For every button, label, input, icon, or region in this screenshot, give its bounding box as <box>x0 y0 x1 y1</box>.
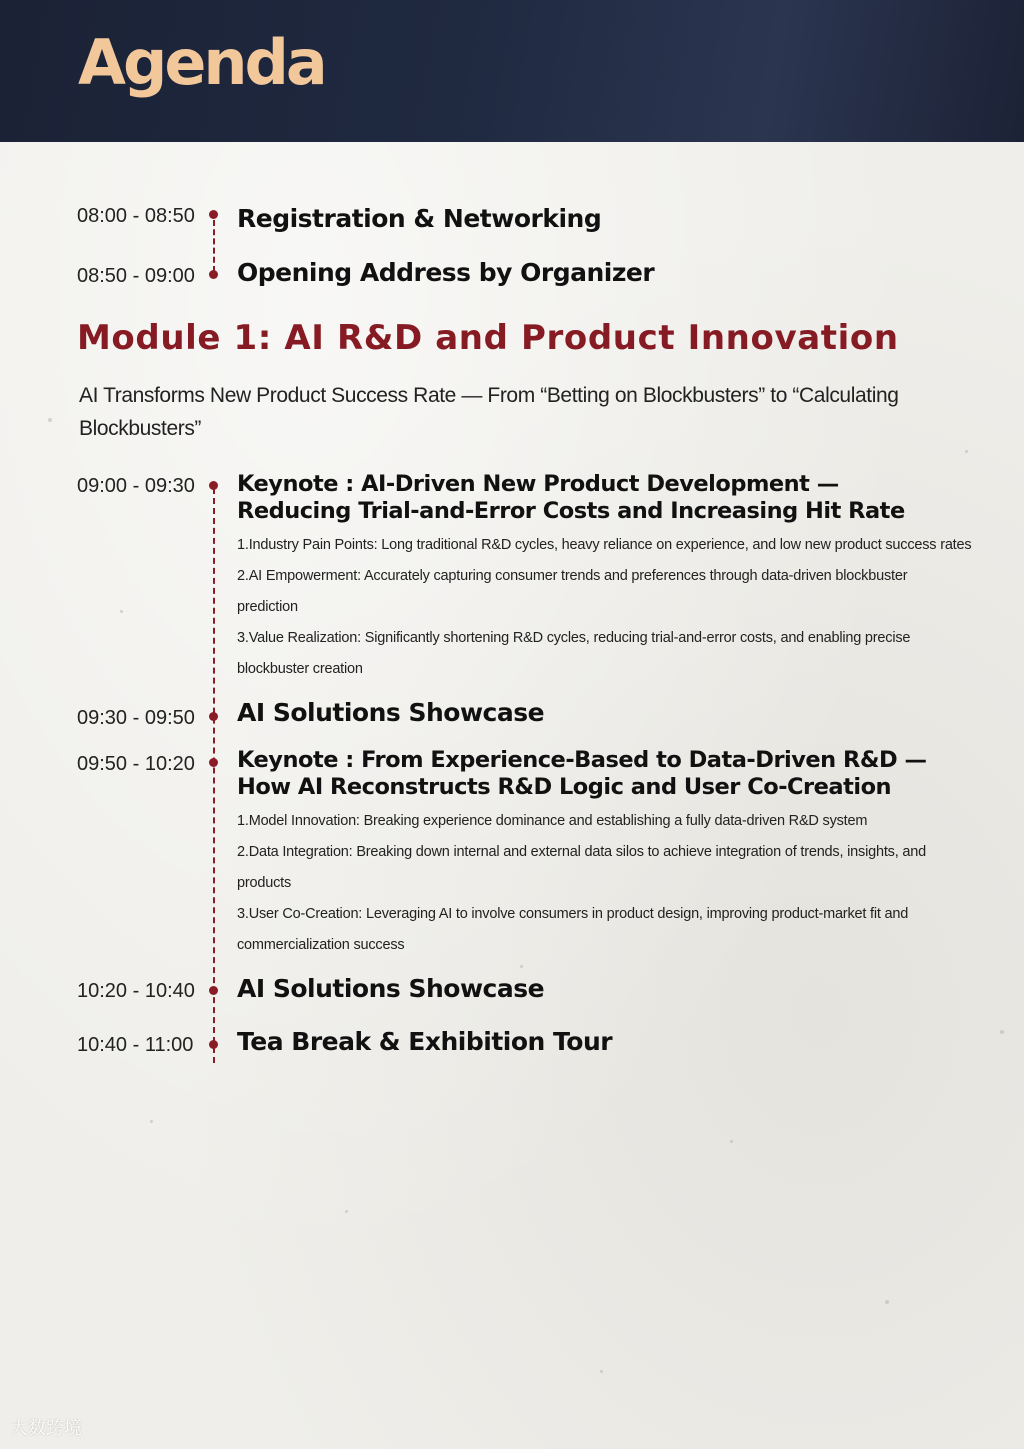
header-banner <box>0 0 1024 142</box>
session-point: 1.Industry Pain Points: Long traditional R&D cycles, heavy reliance on experience, and low new product success rates <box>237 537 972 553</box>
agenda-time: 08:50 - 09:00 <box>77 265 195 287</box>
session-time: 10:40 - 11:00 <box>77 1034 194 1056</box>
module-title: Module 1: AI R&D and Product Innovation <box>77 318 899 358</box>
session-title: Keynote : AI-Driven New Product Development — Reducing Trial-and-Error Costs and Increasing Hit Rate <box>237 471 905 524</box>
session-point: 2.AI Empowerment: Accurately capturing consumer trends and preferences through data-driven blockbuster prediction <box>237 568 908 615</box>
timeline-dot <box>209 210 218 219</box>
timeline-connector <box>213 220 215 272</box>
session-title: AI Solutions Showcase <box>237 698 545 727</box>
session-time: 10:20 - 10:40 <box>77 980 195 1002</box>
watermark-logo: 大数跨境 <box>10 1418 82 1439</box>
timeline-dot <box>209 712 218 721</box>
agenda-time: 08:00 - 08:50 <box>77 205 195 227</box>
timeline-dot <box>209 481 218 490</box>
session-time: 09:30 - 09:50 <box>77 707 195 729</box>
session-point: 2.Data Integration: Breaking down internal and external data silos to achieve integration of trends, insights, and products <box>237 844 926 891</box>
timeline-dot <box>209 270 218 279</box>
page-title: Agenda <box>78 26 325 99</box>
session-point: 3.User Co-Creation: Leveraging AI to involve consumers in product design, improving product-market fit and commercialization success <box>237 906 909 953</box>
session-point: 3.Value Realization: Significantly shortening R&D cycles, reducing trial-and-error costs, and enabling precise blockbuster creation <box>237 630 911 677</box>
agenda-title: Opening Address by Organizer <box>237 258 655 287</box>
timeline-dot <box>209 1040 218 1049</box>
timeline-dot <box>209 986 218 995</box>
timeline-connector <box>213 488 215 1063</box>
module-subtitle: AI Transforms New Product Success Rate — From “Betting on Blockbusters” to “Calculating Blockbusters” <box>79 384 899 440</box>
timeline-dot <box>209 758 218 767</box>
session-title: AI Solutions Showcase <box>237 974 545 1003</box>
session-point: 1.Model Innovation: Breaking experience dominance and establishing a fully data-driven R&D system <box>237 813 868 829</box>
session-time: 09:00 - 09:30 <box>77 475 195 497</box>
agenda-title: Registration & Networking <box>237 204 602 233</box>
session-title: Keynote : From Experience-Based to Data-Driven R&D — How AI Reconstructs R&D Logic and User Co-Creation <box>237 747 927 800</box>
session-time: 09:50 - 10:20 <box>77 753 195 775</box>
session-title: Tea Break & Exhibition Tour <box>237 1027 613 1056</box>
